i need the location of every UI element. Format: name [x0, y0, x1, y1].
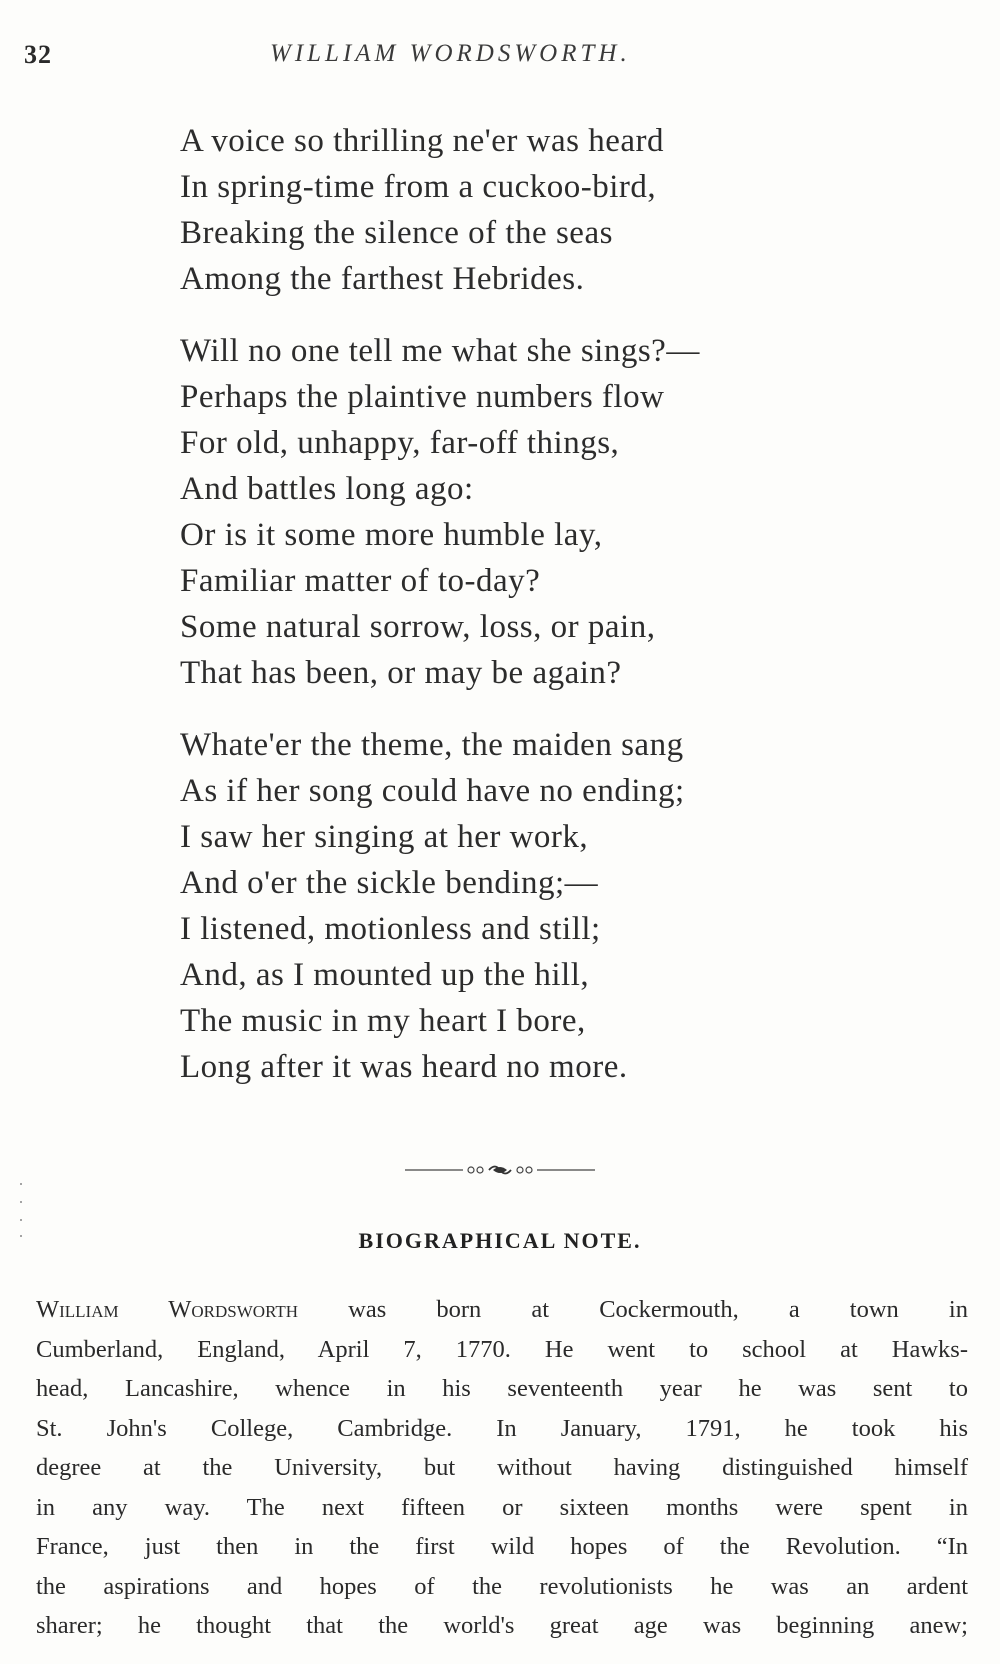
ornament-divider-icon [405, 1160, 595, 1180]
paragraph-line: in any way. The next fifteen or sixteen months were spent in [36, 1493, 968, 1521]
verse-line: Will no one tell me what she sings?— [180, 333, 700, 369]
paragraph-line: degree at the University, but without having distinguished himself [36, 1454, 968, 1481]
poem [180, 118, 880, 1090]
poem-stanza [180, 722, 880, 1090]
verse-line: Breaking the silence of the seas [180, 215, 613, 251]
paragraph-line: St. John's College, Cambridge. In January, 1791, he took his [36, 1414, 968, 1442]
running-title: WILLIAM WORDSWORTH. [270, 40, 631, 67]
verse-line: And battles long ago: [180, 471, 474, 507]
verse-line: Or is it some more humble lay, [180, 517, 603, 553]
verse-line: That has been, or may be again? [180, 655, 622, 691]
line-text: was born at Cockermouth, a town in [298, 1296, 968, 1323]
verse-line: And o'er the sickle bending;— [180, 865, 599, 901]
poem-stanza [180, 118, 880, 302]
verse-line: A voice so thrilling ne'er was heard [180, 123, 664, 159]
paragraph-line: Cumberland, England, April 7, 1770. He went to school at Hawks- [36, 1335, 968, 1363]
verse-line: As if her song could have no ending; [180, 773, 685, 809]
verse-line: For old, unhappy, far-off things, [180, 425, 620, 461]
verse-line: The music in my heart I bore, [180, 1003, 586, 1039]
verse-line: Whate'er the theme, the maiden sang [180, 727, 684, 763]
paragraph-line: France, just then in the first wild hopes of the Revolution. “In [36, 1533, 968, 1560]
verse-line: Some natural sorrow, loss, or pain, [180, 609, 656, 645]
verse-line: Long after it was heard no more. [180, 1049, 628, 1085]
paragraph-line: head, Lancashire, whence in his seventeenth year he was sent to [36, 1375, 968, 1402]
verse-line: Familiar matter of to-day? [180, 563, 541, 599]
verse-line: I listened, motionless and still; [180, 911, 601, 947]
poem-stanza [180, 328, 880, 696]
paragraph-line [36, 1290, 968, 1330]
biography-paragraph [36, 1290, 968, 1646]
author-name: William Wordsworth [36, 1296, 299, 1323]
verse-line: Among the farthest Hebrides. [180, 261, 585, 297]
verse-line: I saw her singing at her work, [180, 819, 589, 855]
section-heading: BIOGRAPHICAL NOTE. [358, 1228, 642, 1253]
verse-line: In spring-time from a cuckoo-bird, [180, 169, 657, 205]
paragraph-line: sharer; he thought that the world's great age was beginning anew; [36, 1612, 968, 1639]
running-head [0, 40, 1000, 74]
paragraph-line: the aspirations and hopes of the revolutionists he was an ardent [36, 1572, 968, 1600]
page-number: 32 [24, 40, 52, 69]
verse-line: Perhaps the plaintive numbers flow [180, 379, 665, 415]
verse-line: And, as I mounted up the hill, [180, 957, 590, 993]
